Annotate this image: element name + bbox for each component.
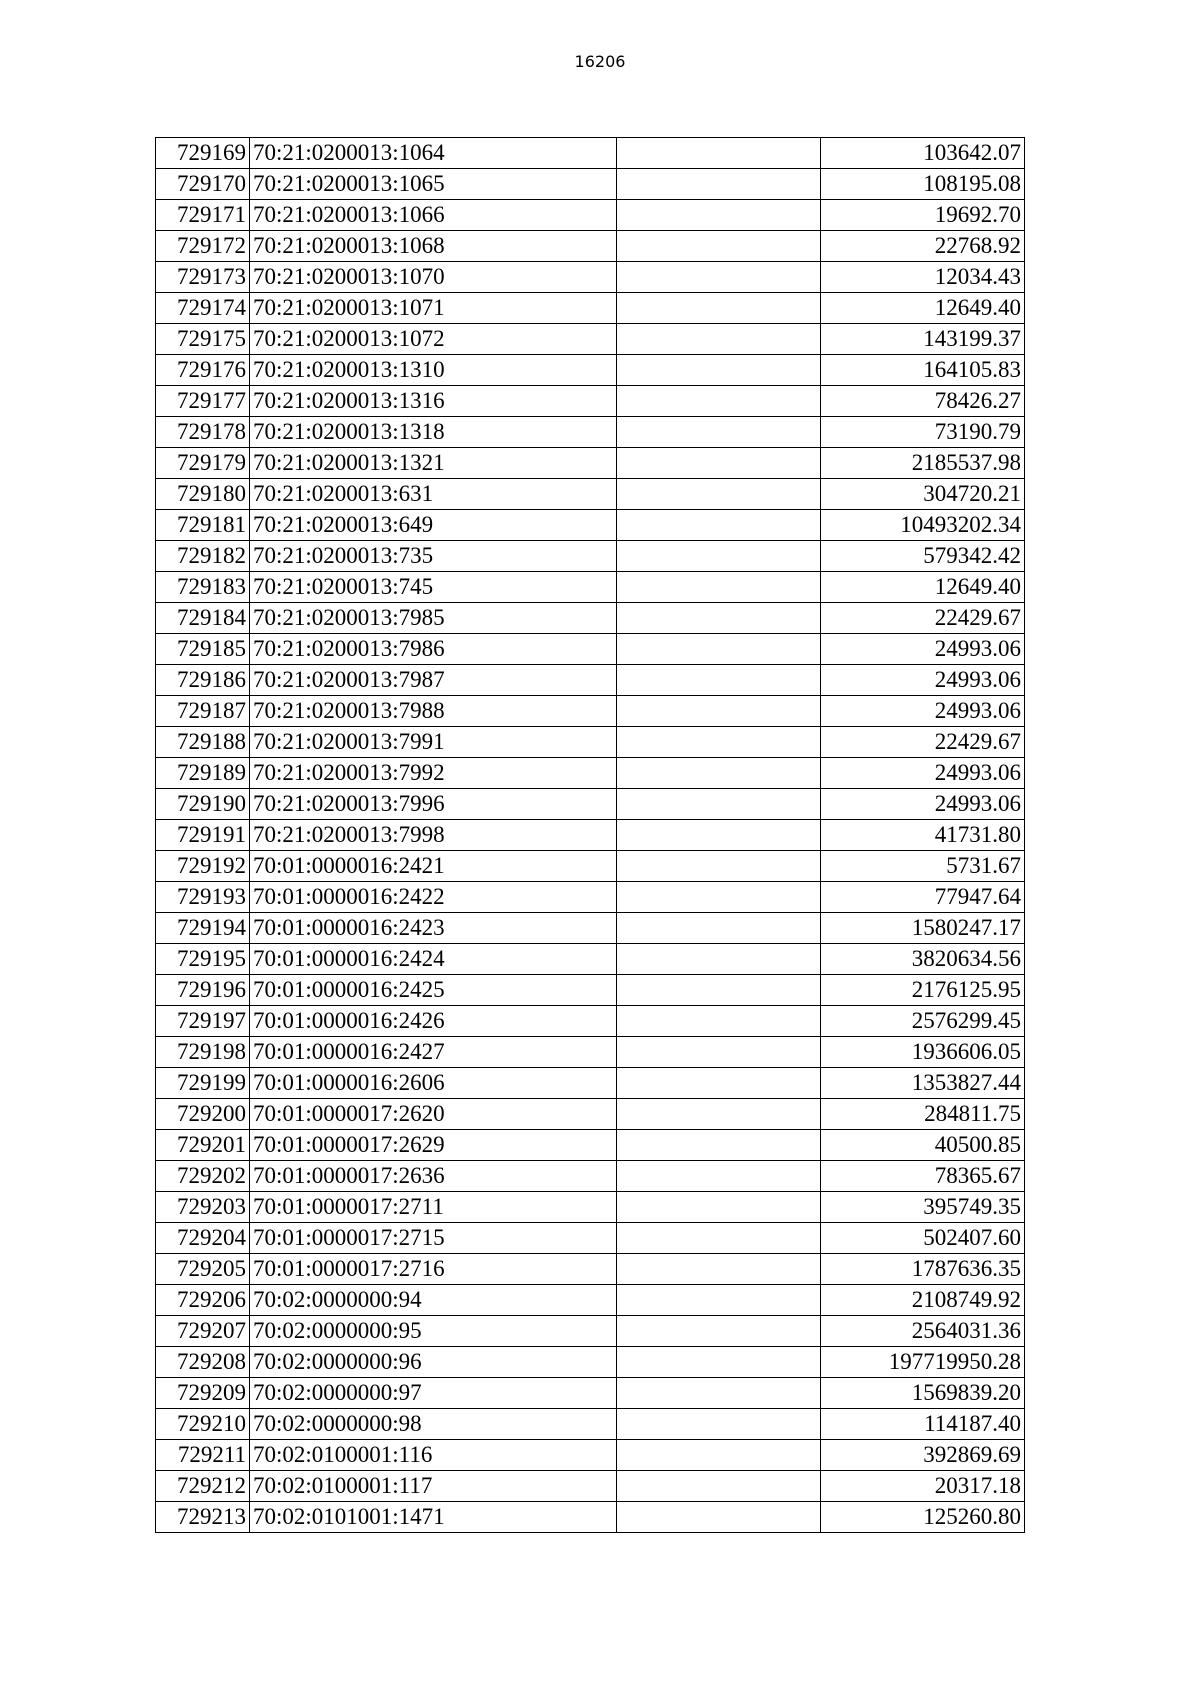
- cadastral-number-cell: 70:01:0000017:2636: [250, 1161, 617, 1192]
- row-number-cell: 729212: [156, 1471, 250, 1502]
- value-cell: 3820634.56: [821, 944, 1025, 975]
- empty-cell: [617, 975, 821, 1006]
- cadastral-number-cell: 70:02:0100001:116: [250, 1440, 617, 1471]
- value-cell: 2185537.98: [821, 448, 1025, 479]
- empty-cell: [617, 727, 821, 758]
- empty-cell: [617, 262, 821, 293]
- value-cell: 2576299.45: [821, 1006, 1025, 1037]
- row-number-cell: 729169: [156, 138, 250, 169]
- row-number-cell: 729211: [156, 1440, 250, 1471]
- table-row: [156, 262, 1025, 293]
- value-cell: 114187.40: [821, 1409, 1025, 1440]
- empty-cell: [617, 541, 821, 572]
- empty-cell: [617, 851, 821, 882]
- empty-cell: [617, 169, 821, 200]
- value-cell: 1580247.17: [821, 913, 1025, 944]
- cadastral-number-cell: 70:21:0200013:7987: [250, 665, 617, 696]
- table-row: [156, 386, 1025, 417]
- value-cell: 502407.60: [821, 1223, 1025, 1254]
- empty-cell: [617, 1285, 821, 1316]
- empty-cell: [617, 200, 821, 231]
- value-cell: 304720.21: [821, 479, 1025, 510]
- row-number-cell: 729202: [156, 1161, 250, 1192]
- value-cell: 1569839.20: [821, 1378, 1025, 1409]
- table-row: [156, 1409, 1025, 1440]
- empty-cell: [617, 293, 821, 324]
- value-cell: 40500.85: [821, 1130, 1025, 1161]
- row-number-cell: 729172: [156, 231, 250, 262]
- cadastral-number-cell: 70:21:0200013:1064: [250, 138, 617, 169]
- cadastral-number-cell: 70:01:0000016:2421: [250, 851, 617, 882]
- cadastral-number-cell: 70:02:0000000:97: [250, 1378, 617, 1409]
- empty-cell: [617, 510, 821, 541]
- cadastral-number-cell: 70:01:0000017:2711: [250, 1192, 617, 1223]
- row-number-cell: 729191: [156, 820, 250, 851]
- table-row: [156, 727, 1025, 758]
- value-cell: 41731.80: [821, 820, 1025, 851]
- row-number-cell: 729178: [156, 417, 250, 448]
- value-cell: 395749.35: [821, 1192, 1025, 1223]
- value-cell: 108195.08: [821, 169, 1025, 200]
- table-row: [156, 1471, 1025, 1502]
- table-row: [156, 479, 1025, 510]
- cadastral-number-cell: 70:21:0200013:1321: [250, 448, 617, 479]
- table-row: [156, 510, 1025, 541]
- row-number-cell: 729175: [156, 324, 250, 355]
- value-cell: 2176125.95: [821, 975, 1025, 1006]
- row-number-cell: 729194: [156, 913, 250, 944]
- cadastral-number-cell: 70:01:0000017:2716: [250, 1254, 617, 1285]
- table-row: [156, 1068, 1025, 1099]
- table-body: [156, 138, 1025, 1533]
- empty-cell: [617, 417, 821, 448]
- row-number-cell: 729181: [156, 510, 250, 541]
- row-number-cell: 729204: [156, 1223, 250, 1254]
- cadastral-number-cell: 70:21:0200013:1065: [250, 169, 617, 200]
- row-number-cell: 729186: [156, 665, 250, 696]
- value-cell: 12649.40: [821, 572, 1025, 603]
- cadastral-number-cell: 70:21:0200013:631: [250, 479, 617, 510]
- empty-cell: [617, 386, 821, 417]
- cadastral-number-cell: 70:02:0000000:95: [250, 1316, 617, 1347]
- empty-cell: [617, 944, 821, 975]
- value-cell: 22429.67: [821, 727, 1025, 758]
- row-number-cell: 729210: [156, 1409, 250, 1440]
- empty-cell: [617, 696, 821, 727]
- value-cell: 78365.67: [821, 1161, 1025, 1192]
- row-number-cell: 729192: [156, 851, 250, 882]
- value-cell: 24993.06: [821, 634, 1025, 665]
- empty-cell: [617, 1502, 821, 1533]
- table-row: [156, 355, 1025, 386]
- empty-cell: [617, 1223, 821, 1254]
- empty-cell: [617, 1316, 821, 1347]
- cadastral-number-cell: 70:02:0101001:1471: [250, 1502, 617, 1533]
- value-cell: 22429.67: [821, 603, 1025, 634]
- row-number-cell: 729190: [156, 789, 250, 820]
- row-number-cell: 729173: [156, 262, 250, 293]
- empty-cell: [617, 572, 821, 603]
- cadastral-number-cell: 70:01:0000016:2425: [250, 975, 617, 1006]
- cadastral-number-cell: 70:21:0200013:1072: [250, 324, 617, 355]
- row-number-cell: 729195: [156, 944, 250, 975]
- row-number-cell: 729207: [156, 1316, 250, 1347]
- row-number-cell: 729170: [156, 169, 250, 200]
- empty-cell: [617, 1471, 821, 1502]
- table-row: [156, 1440, 1025, 1471]
- value-cell: 2564031.36: [821, 1316, 1025, 1347]
- row-number-cell: 729201: [156, 1130, 250, 1161]
- row-number-cell: 729208: [156, 1347, 250, 1378]
- row-number-cell: 729185: [156, 634, 250, 665]
- row-number-cell: 729209: [156, 1378, 250, 1409]
- value-cell: 12649.40: [821, 293, 1025, 324]
- row-number-cell: 729188: [156, 727, 250, 758]
- table-row: [156, 1130, 1025, 1161]
- empty-cell: [617, 448, 821, 479]
- value-cell: 143199.37: [821, 324, 1025, 355]
- row-number-cell: 729213: [156, 1502, 250, 1533]
- value-cell: 24993.06: [821, 665, 1025, 696]
- cadastral-number-cell: 70:21:0200013:1066: [250, 200, 617, 231]
- cadastral-number-cell: 70:21:0200013:1070: [250, 262, 617, 293]
- value-cell: 5731.67: [821, 851, 1025, 882]
- empty-cell: [617, 1254, 821, 1285]
- value-cell: 1787636.35: [821, 1254, 1025, 1285]
- empty-cell: [617, 324, 821, 355]
- cadastral-number-cell: 70:02:0100001:117: [250, 1471, 617, 1502]
- value-cell: 77947.64: [821, 882, 1025, 913]
- empty-cell: [617, 1006, 821, 1037]
- empty-cell: [617, 1409, 821, 1440]
- cadastral-number-cell: 70:01:0000016:2606: [250, 1068, 617, 1099]
- table-row: [156, 1285, 1025, 1316]
- value-cell: 24993.06: [821, 789, 1025, 820]
- value-cell: 125260.80: [821, 1502, 1025, 1533]
- table-row: [156, 324, 1025, 355]
- empty-cell: [617, 1347, 821, 1378]
- empty-cell: [617, 634, 821, 665]
- table-row: [156, 913, 1025, 944]
- table-row: [156, 1502, 1025, 1533]
- table-row: [156, 572, 1025, 603]
- value-cell: 103642.07: [821, 138, 1025, 169]
- cadastral-number-cell: 70:21:0200013:7992: [250, 758, 617, 789]
- empty-cell: [617, 665, 821, 696]
- empty-cell: [617, 758, 821, 789]
- cadastral-number-cell: 70:21:0200013:7998: [250, 820, 617, 851]
- table-row: [156, 758, 1025, 789]
- row-number-cell: 729179: [156, 448, 250, 479]
- empty-cell: [617, 479, 821, 510]
- cadastral-number-cell: 70:21:0200013:7986: [250, 634, 617, 665]
- table-row: [156, 169, 1025, 200]
- value-cell: 392869.69: [821, 1440, 1025, 1471]
- table-row: [156, 1037, 1025, 1068]
- row-number-cell: 729182: [156, 541, 250, 572]
- data-table: [155, 137, 1025, 1533]
- empty-cell: [617, 1068, 821, 1099]
- row-number-cell: 729198: [156, 1037, 250, 1068]
- table-row: [156, 820, 1025, 851]
- cadastral-number-cell: 70:21:0200013:1316: [250, 386, 617, 417]
- empty-cell: [617, 1192, 821, 1223]
- cadastral-number-cell: 70:21:0200013:735: [250, 541, 617, 572]
- cadastral-number-cell: 70:02:0000000:96: [250, 1347, 617, 1378]
- cadastral-number-cell: 70:01:0000017:2620: [250, 1099, 617, 1130]
- value-cell: 20317.18: [821, 1471, 1025, 1502]
- value-cell: 73190.79: [821, 417, 1025, 448]
- row-number-cell: 729184: [156, 603, 250, 634]
- table-row: [156, 882, 1025, 913]
- cadastral-number-cell: 70:21:0200013:7991: [250, 727, 617, 758]
- value-cell: 24993.06: [821, 696, 1025, 727]
- empty-cell: [617, 1099, 821, 1130]
- table-row: [156, 1254, 1025, 1285]
- table-row: [156, 138, 1025, 169]
- table-row: [156, 1161, 1025, 1192]
- page-number: 16206: [574, 52, 626, 71]
- empty-cell: [617, 1130, 821, 1161]
- table-row: [156, 975, 1025, 1006]
- table-row: [156, 603, 1025, 634]
- cadastral-number-cell: 70:21:0200013:7985: [250, 603, 617, 634]
- value-cell: 24993.06: [821, 758, 1025, 789]
- empty-cell: [617, 882, 821, 913]
- row-number-cell: 729177: [156, 386, 250, 417]
- row-number-cell: 729176: [156, 355, 250, 386]
- value-cell: 197719950.28: [821, 1347, 1025, 1378]
- empty-cell: [617, 1161, 821, 1192]
- empty-cell: [617, 231, 821, 262]
- value-cell: 1353827.44: [821, 1068, 1025, 1099]
- cadastral-number-cell: 70:01:0000016:2427: [250, 1037, 617, 1068]
- table-row: [156, 634, 1025, 665]
- value-cell: 22768.92: [821, 231, 1025, 262]
- cadastral-number-cell: 70:21:0200013:1310: [250, 355, 617, 386]
- cadastral-number-cell: 70:02:0000000:98: [250, 1409, 617, 1440]
- table-row: [156, 1347, 1025, 1378]
- empty-cell: [617, 1440, 821, 1471]
- table-row: [156, 541, 1025, 572]
- table-row: [156, 293, 1025, 324]
- row-number-cell: 729206: [156, 1285, 250, 1316]
- table-row: [156, 1099, 1025, 1130]
- table-row: [156, 789, 1025, 820]
- cadastral-number-cell: 70:21:0200013:1071: [250, 293, 617, 324]
- row-number-cell: 729196: [156, 975, 250, 1006]
- row-number-cell: 729203: [156, 1192, 250, 1223]
- cadastral-number-cell: 70:21:0200013:745: [250, 572, 617, 603]
- row-number-cell: 729171: [156, 200, 250, 231]
- value-cell: 1936606.05: [821, 1037, 1025, 1068]
- empty-cell: [617, 913, 821, 944]
- cadastral-number-cell: 70:21:0200013:1318: [250, 417, 617, 448]
- row-number-cell: 729174: [156, 293, 250, 324]
- row-number-cell: 729180: [156, 479, 250, 510]
- cadastral-number-cell: 70:01:0000016:2422: [250, 882, 617, 913]
- value-cell: 164105.83: [821, 355, 1025, 386]
- value-cell: 19692.70: [821, 200, 1025, 231]
- row-number-cell: 729183: [156, 572, 250, 603]
- row-number-cell: 729197: [156, 1006, 250, 1037]
- table-row: [156, 1223, 1025, 1254]
- table-row: [156, 200, 1025, 231]
- empty-cell: [617, 1378, 821, 1409]
- empty-cell: [617, 355, 821, 386]
- table-row: [156, 231, 1025, 262]
- cadastral-number-cell: 70:01:0000017:2629: [250, 1130, 617, 1161]
- row-number-cell: 729189: [156, 758, 250, 789]
- table-row: [156, 1316, 1025, 1347]
- value-cell: 2108749.92: [821, 1285, 1025, 1316]
- table-row: [156, 1192, 1025, 1223]
- row-number-cell: 729193: [156, 882, 250, 913]
- cadastral-number-cell: 70:21:0200013:7988: [250, 696, 617, 727]
- cadastral-number-cell: 70:01:0000016:2426: [250, 1006, 617, 1037]
- cadastral-number-cell: 70:02:0000000:94: [250, 1285, 617, 1316]
- empty-cell: [617, 603, 821, 634]
- table-row: [156, 696, 1025, 727]
- empty-cell: [617, 1037, 821, 1068]
- empty-cell: [617, 138, 821, 169]
- table-row: [156, 851, 1025, 882]
- value-cell: 78426.27: [821, 386, 1025, 417]
- empty-cell: [617, 820, 821, 851]
- table-row: [156, 665, 1025, 696]
- empty-cell: [617, 789, 821, 820]
- cadastral-number-cell: 70:21:0200013:649: [250, 510, 617, 541]
- table-row: [156, 1006, 1025, 1037]
- row-number-cell: 729205: [156, 1254, 250, 1285]
- value-cell: 579342.42: [821, 541, 1025, 572]
- cadastral-number-cell: 70:21:0200013:7996: [250, 789, 617, 820]
- table-row: [156, 944, 1025, 975]
- cadastral-number-cell: 70:01:0000017:2715: [250, 1223, 617, 1254]
- value-cell: 284811.75: [821, 1099, 1025, 1130]
- row-number-cell: 729187: [156, 696, 250, 727]
- cadastral-number-cell: 70:21:0200013:1068: [250, 231, 617, 262]
- row-number-cell: 729199: [156, 1068, 250, 1099]
- cadastral-number-cell: 70:01:0000016:2424: [250, 944, 617, 975]
- value-cell: 10493202.34: [821, 510, 1025, 541]
- table-row: [156, 448, 1025, 479]
- cadastral-number-cell: 70:01:0000016:2423: [250, 913, 617, 944]
- table-row: [156, 1378, 1025, 1409]
- table-row: [156, 417, 1025, 448]
- row-number-cell: 729200: [156, 1099, 250, 1130]
- value-cell: 12034.43: [821, 262, 1025, 293]
